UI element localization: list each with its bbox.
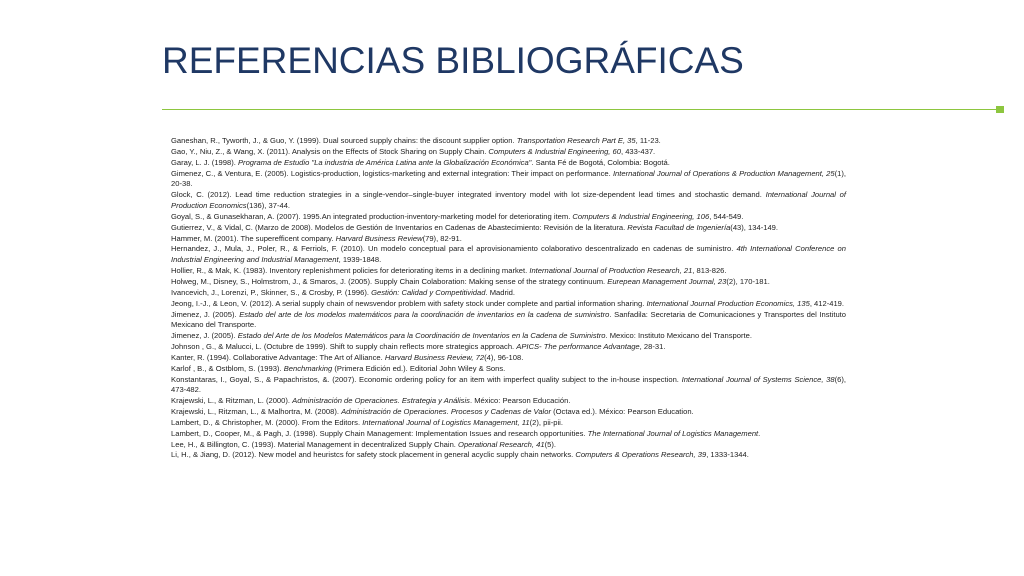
reference-italic-text: Programa de Estudio "La industria de América Latina ante la Globalización Económica"	[237, 157, 532, 167]
reference-italic-text: Harvard Business Review, 72	[384, 352, 485, 362]
reference-italic-text: APICS- The performance Advantage	[516, 342, 640, 352]
reference-after-text: , 433-437.	[620, 146, 656, 156]
reference-after-text: (79), 82-91.	[422, 233, 462, 243]
reference-after-text: , 28-31.	[639, 342, 666, 352]
reference-before-text: Glock, C. (2012). Lead time reduction strategies in a single-vendor–single-buyer integrated inventory model with lot size-dependent lead times and stochastic demand.	[171, 190, 766, 200]
reference-entry	[171, 429, 846, 440]
reference-before-text: Lambert, D., & Christopher, M. (2000). From the Editors.	[171, 417, 363, 427]
reference-entry	[171, 331, 846, 342]
reference-italic-text: Eurepean Management Journal, 23	[607, 276, 727, 286]
reference-entry	[171, 310, 846, 332]
reference-entry	[171, 418, 846, 429]
reference-after-text: .	[758, 428, 761, 438]
reference-entry	[171, 147, 846, 158]
reference-italic-text: Administración de Operaciones. Estrategia y Análisis	[292, 396, 470, 406]
reference-after-text: (43), 134-149.	[730, 222, 778, 232]
reference-list	[171, 136, 846, 461]
reference-entry	[171, 299, 846, 310]
reference-before-text: Hernandez, J., Mula, J., Poler, R., & Ferriols, F. (2010). Un modelo conceptual para el aprovisionamiento colaborativo descentralizado en cadenas de suministro.	[171, 244, 737, 254]
reference-before-text: Ivancevich, J., Lorenzi, P., Skinner, S., & Crosby, P. (1996).	[171, 287, 372, 297]
reference-entry	[171, 158, 846, 169]
reference-after-text: . Santa Fé de Bogotá, Colombia: Bogotá.	[531, 157, 670, 167]
reference-entry	[171, 212, 846, 223]
reference-after-text: (2), pii-pii.	[529, 417, 563, 427]
reference-before-text: Kanter, R. (1994). Collaborative Advantage: The Art of Alliance.	[171, 352, 385, 362]
reference-before-text: Jeong, I.-J., & Leon, V. (2012). A serial supply chain of newsvendor problem with safety stock under complete and partial information sharing.	[171, 298, 647, 308]
reference-after-text: , 544-549.	[709, 211, 744, 221]
reference-italic-text: Revista Facultad de Ingeniería	[627, 222, 731, 232]
reference-entry	[171, 244, 846, 266]
reference-italic-text: 4th International Conference on Industrial Engineering and Industrial Management	[171, 244, 847, 265]
reference-after-text: (136), 37-44.	[246, 201, 291, 211]
reference-before-text: Gao, Y., Niu, Z., & Wang, X. (2011). Analysis on the Effects of Stock Sharing on Supply Chain.	[171, 146, 489, 156]
reference-before-text: Hollier, R., & Mak, K. (1983). Inventory replenishment policies for deteriorating items in a declining market.	[171, 266, 530, 276]
reference-italic-text: Operational Research, 41	[458, 439, 545, 449]
reference-before-text: Lambert, D., Cooper, M., & Pagh, J. (1998). Supply Chain Management: Implementation Issues and research opportunities.	[171, 428, 588, 438]
reference-italic-text: International Journal of Production Economics	[171, 190, 846, 211]
reference-before-text: Johnson , G., & Malucci, L. (Octubre de 1999). Shift to supply chain reflects more strategics approach.	[171, 342, 517, 352]
reference-entry	[171, 266, 846, 277]
reference-after-text: . Mexico: Instituto Mexicano del Transporte.	[605, 331, 752, 341]
reference-entry	[171, 375, 846, 397]
reference-before-text: Krajewski, L., Ritzman, L., & Malhortra, M. (2008).	[171, 407, 342, 417]
reference-italic-text: International Journal Production Economics, 135	[646, 298, 810, 308]
reference-before-text: Hammer, M. (2001). The superefficent company.	[171, 233, 336, 243]
reference-italic-text: Benchmarking	[283, 363, 333, 373]
reference-after-text: . Sanfadila: Secretaria de Comunicaciones y Transportes del Instituto Mexicano del Transporte.	[171, 309, 846, 330]
reference-italic-text: Computers & Industrial Engineering, 106	[572, 211, 710, 221]
reference-italic-text: International Journal of Systems Science, 38	[681, 374, 835, 384]
reference-after-text: , 813-826.	[692, 266, 727, 276]
reference-before-text: Konstantaras, I., Goyal, S., & Papachristos, &. (2007). Economic ordering policy for an item with imperfect quality subject to the in-house inspection.	[171, 374, 682, 384]
reference-after-text: (Octava ed.). México: Pearson Education.	[551, 407, 694, 417]
title-divider	[162, 106, 1004, 113]
reference-italic-text: International Journal of Operations & Production Management, 25	[612, 168, 835, 178]
reference-italic-text: Transportation Research Part E, 35	[516, 136, 636, 145]
reference-before-text: Holweg, M., Disney, S., Holmstrom, J., & Smaros, J. (2005). Supply Chain Colaboration: Making sense of the strategy continuum.	[171, 276, 608, 286]
reference-italic-text: Computers & Industrial Engineering, 60	[488, 146, 621, 156]
reference-entry	[171, 353, 846, 364]
reference-after-text: (2), 170-181.	[726, 276, 770, 286]
reference-italic-text: Estado del Arte de los Modelos Matemáticos para la Coordinación de Inventarios en la Cadena de Suministro	[237, 331, 606, 341]
reference-before-text: Garay, L. J. (1998).	[171, 157, 238, 167]
reference-entry	[171, 234, 846, 245]
reference-before-text: Ganeshan, R., Tyworth, J., & Guo, Y. (1999). Dual sourced supply chains: the discount supplier option.	[171, 136, 517, 145]
reference-after-text: (4), 96-108.	[484, 352, 524, 362]
reference-before-text: Jimenez, J. (2005).	[171, 309, 240, 319]
reference-entry	[171, 169, 846, 191]
reference-italic-text: Gestión: Calidad y Competitividad	[371, 287, 486, 297]
reference-entry	[171, 342, 846, 353]
reference-italic-text: International Journal of Production Research, 21	[529, 266, 693, 276]
reference-entry	[171, 364, 846, 375]
reference-entry	[171, 450, 846, 461]
reference-after-text: , 1939-1848.	[338, 255, 382, 265]
reference-before-text: Li, H., & Jiang, D. (2012). New model and heuristcs for safety stock placement in general acyclic supply chain networks.	[171, 450, 576, 460]
reference-after-text: . México: Pearson Educación.	[469, 396, 571, 406]
reference-italic-text: International Journal of Logistics Management, 11	[362, 417, 530, 427]
reference-after-text: (Primera Edición ed.). Editorial John Wiley & Sons.	[332, 363, 506, 373]
reference-after-text: , 412-419.	[809, 298, 845, 308]
reference-italic-text: Harvard Business Review	[335, 233, 423, 243]
reference-after-text: . Madrid.	[485, 287, 516, 297]
reference-after-text: (6), 473-482.	[171, 374, 846, 395]
reference-entry	[171, 223, 846, 234]
reference-after-text: (5).	[544, 439, 556, 449]
reference-entry	[171, 136, 846, 147]
reference-after-text: , 1333-1344.	[706, 450, 749, 460]
reference-before-text: Goyal, S., & Gunasekharan, A. (2007). 1995.An integrated production-inventory-marketing model for deteriorating item.	[171, 211, 573, 221]
divider-line	[162, 109, 1004, 110]
reference-italic-text: Computers & Operations Research, 39	[575, 450, 707, 460]
reference-entry	[171, 396, 846, 407]
slide-title: REFERENCIAS BIBLIOGRÁFICAS	[162, 40, 744, 81]
reference-before-text: Lee, H., & Billington, C. (1993). Material Management in decentralized Supply Chain.	[171, 439, 459, 449]
reference-before-text: Gutierrez, V., & Vidal, C. (Marzo de 2008). Modelos de Gestión de Inventarios en Cadenas de Abastecimiento: Revisión de la literatura.	[171, 222, 628, 232]
reference-after-text: , 11-23.	[635, 136, 661, 145]
reference-before-text: Krajewski, L., & Ritzman, L. (2000).	[171, 396, 293, 406]
reference-entry	[171, 277, 846, 288]
reference-entry	[171, 288, 846, 299]
reference-before-text: Gimenez, C., & Ventura, E. (2005). Logistics-production, logistics-marketing and external integration: Their impact on performance.	[171, 168, 613, 178]
reference-before-text: Karlof , B., & Ostblom, S. (1993).	[171, 363, 284, 373]
reference-entry	[171, 440, 846, 451]
reference-entry	[171, 407, 846, 418]
reference-italic-text: Administración de Operaciones. Procesos y Cadenas de Valor	[341, 407, 551, 417]
reference-entry	[171, 190, 846, 212]
reference-after-text: (1), 20-38.	[171, 168, 846, 189]
reference-italic-text: Estado del arte de los modelos matemáticos para la coordinación de inventarios en la cadena de suministro	[239, 309, 610, 319]
divider-end-square	[996, 106, 1004, 113]
reference-italic-text: The International Journal of Logistics Management	[587, 428, 759, 438]
reference-before-text: Jimenez, J. (2005).	[171, 331, 238, 341]
